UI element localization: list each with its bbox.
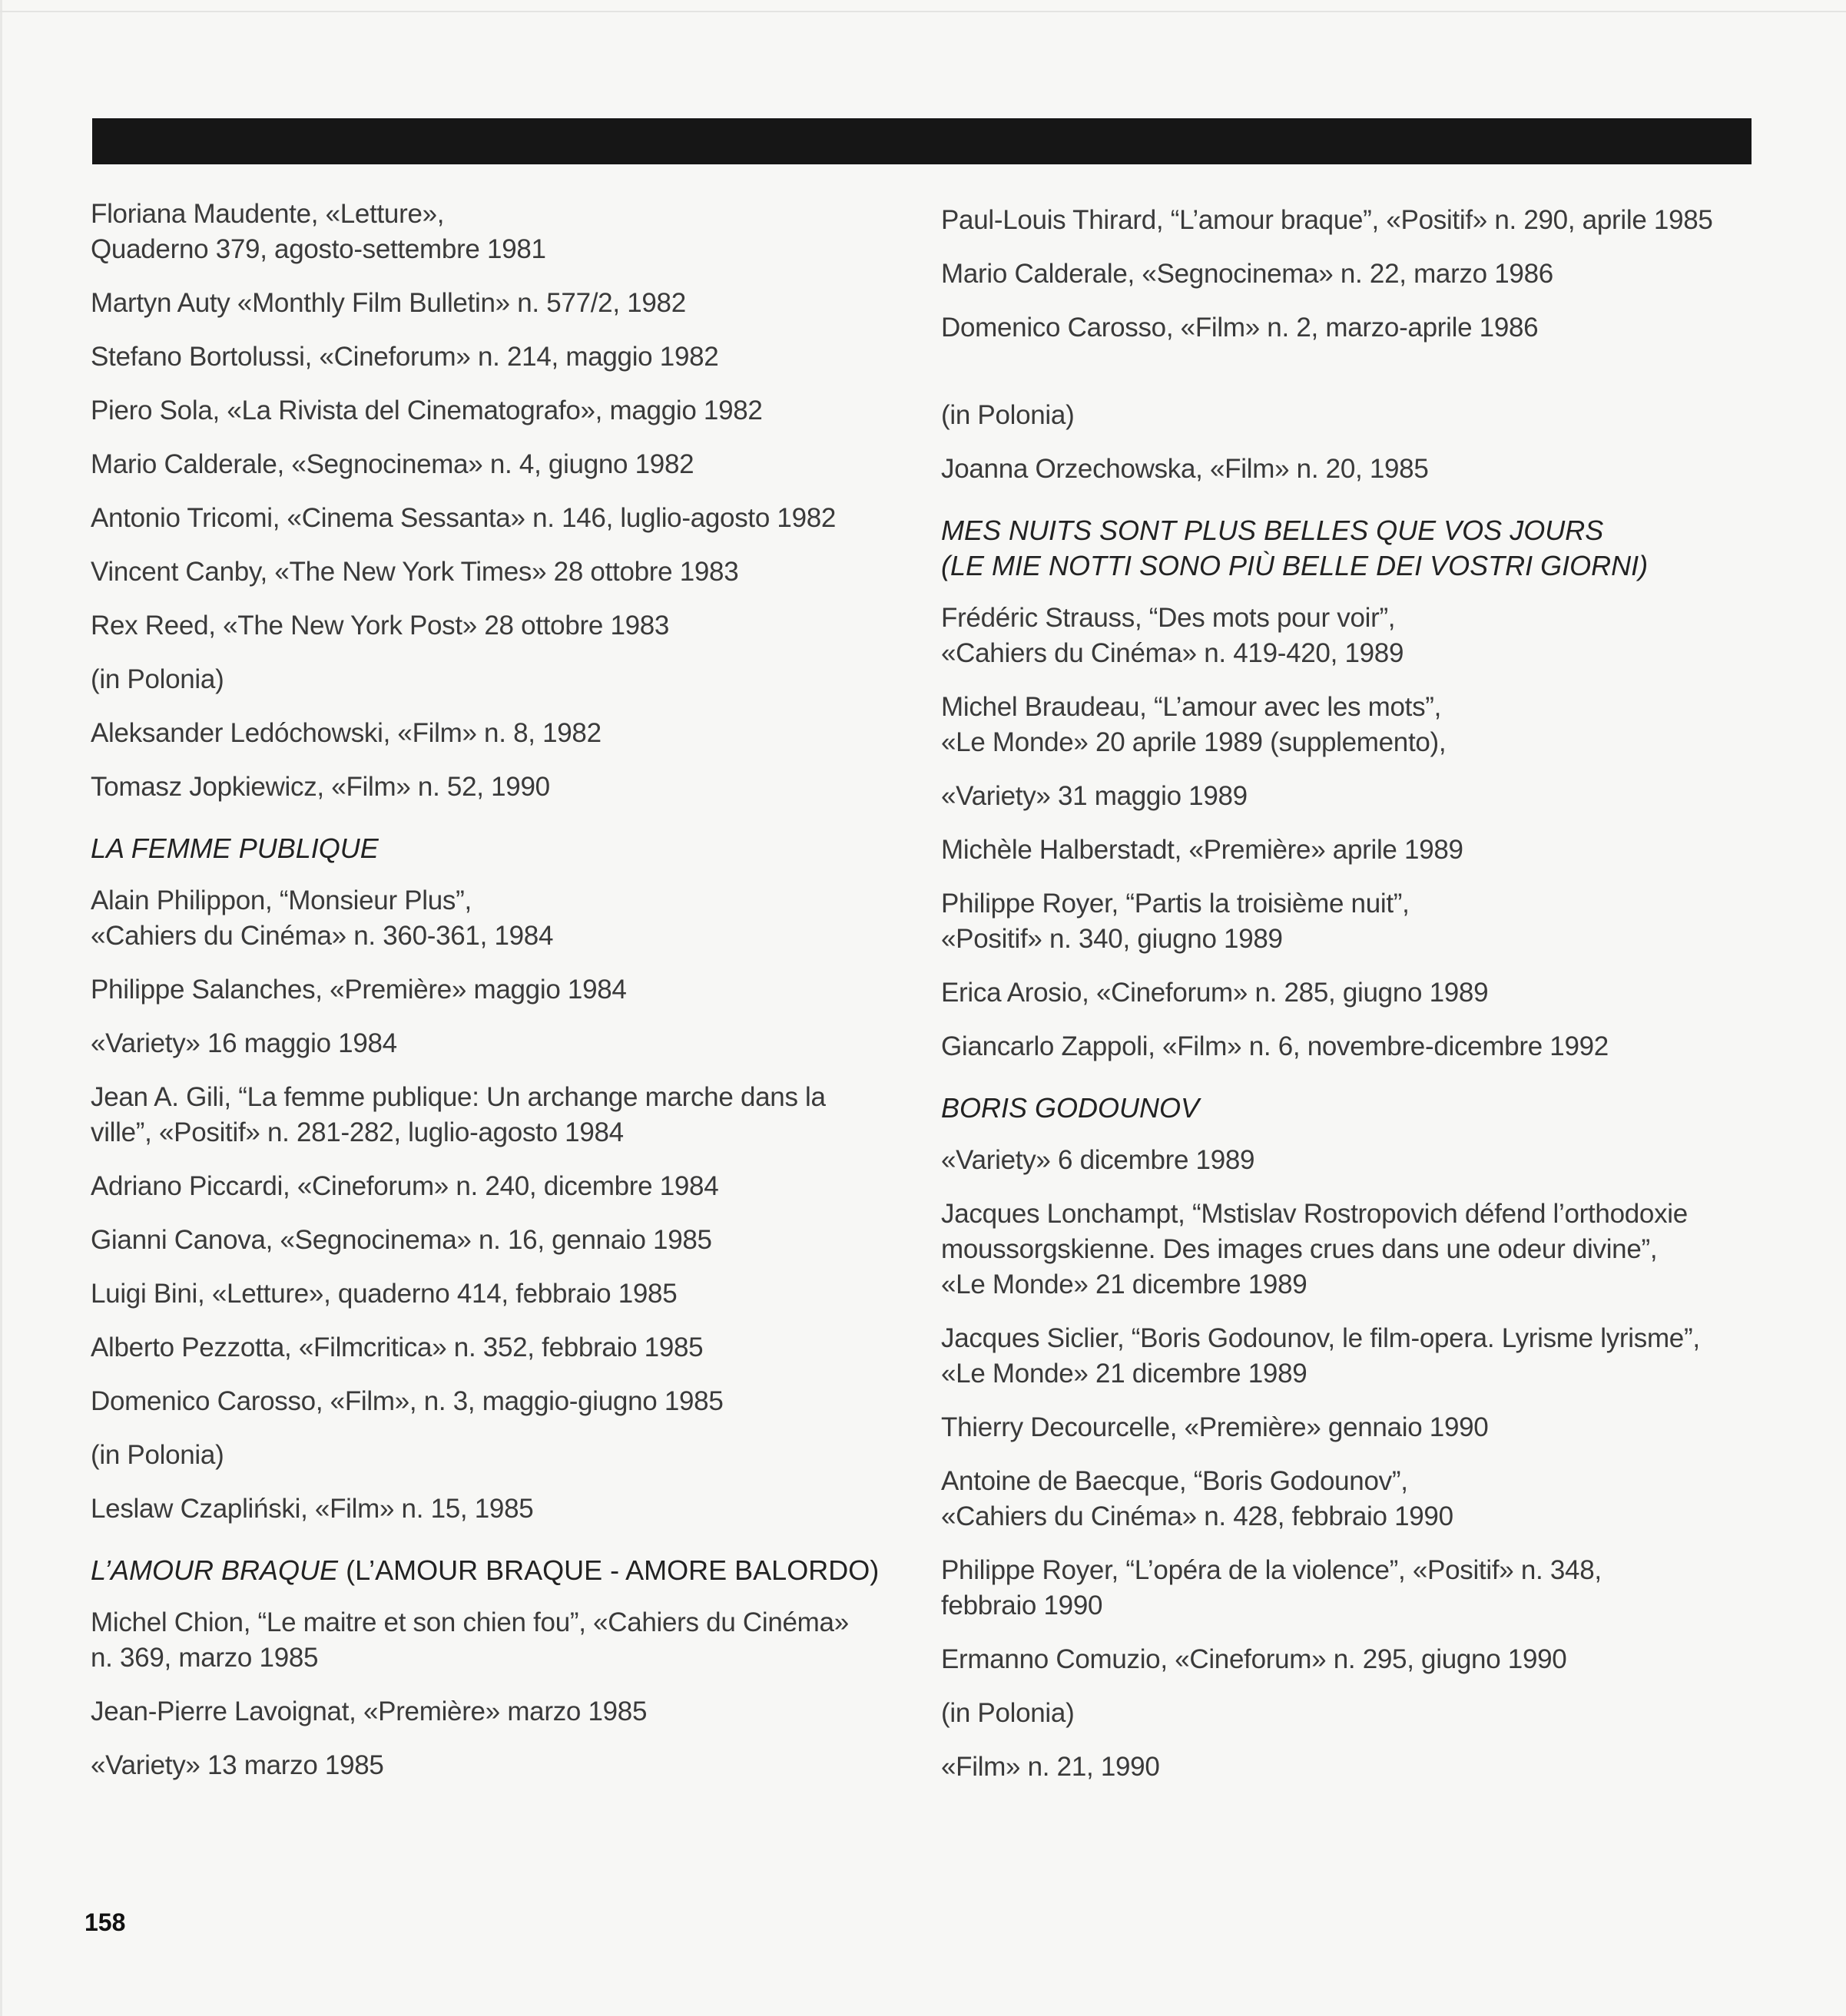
- bibliography-entry: [941, 1696, 1771, 1731]
- heading-line: (LE MIE NOTTI SONO PIÙ BELLE DEI VOSTRI GIORNI): [941, 550, 1649, 581]
- bibliography-entry: [941, 1642, 1771, 1677]
- entry-line: «Le Monde» 21 dicembre 1989: [941, 1359, 1307, 1389]
- bibliography-entry: [91, 1384, 920, 1419]
- entry-line: Jean-Pierre Lavoignat, «Première» marzo 1985: [91, 1697, 648, 1726]
- bibliography-entry: [941, 1029, 1771, 1064]
- bibliography-entry: [941, 1750, 1771, 1785]
- entry-line: «Variety» 13 marzo 1985: [91, 1750, 384, 1780]
- page-number: 158: [85, 1908, 126, 1936]
- entry-line: (in Polonia): [91, 1440, 224, 1470]
- bibliography-entry: [941, 833, 1771, 868]
- bibliography-entry: [91, 662, 920, 697]
- bibliography-entry: [91, 770, 920, 805]
- entry-line: Michel Chion, “Le maitre et son chien fou”, «Cahiers du Cinéma»: [91, 1607, 849, 1637]
- bibliography-entry: [91, 1080, 920, 1150]
- bibliography-entry: [941, 1464, 1771, 1534]
- bibliography-entry: [91, 1491, 920, 1527]
- bibliography-entry: [941, 779, 1771, 814]
- entry-line: «Le Monde» 21 dicembre 1989: [941, 1270, 1307, 1299]
- section-heading: [91, 831, 920, 866]
- bibliography-entry: [91, 716, 920, 751]
- bibliography-entry: [941, 886, 1771, 957]
- bibliography-entry: [941, 398, 1771, 433]
- bibliography-entry: [91, 554, 920, 590]
- entry-line: Adriano Piccardi, «Cineforum» n. 240, dicembre 1984: [91, 1171, 719, 1201]
- entry-line: Thierry Decourcelle, «Première» gennaio 1990: [941, 1412, 1489, 1442]
- entry-line: (in Polonia): [91, 664, 224, 694]
- bibliography-entry: [941, 203, 1771, 238]
- bibliography-entry: [941, 975, 1771, 1011]
- entry-line: Alain Philippon, “Monsieur Plus”,: [91, 886, 472, 915]
- heading-line: MES NUITS SONT PLUS BELLES QUE VOS JOURS: [941, 515, 1604, 546]
- bibliography-entry: [91, 1026, 920, 1061]
- entry-line: Aleksander Ledóchowski, «Film» n. 8, 1982: [91, 718, 602, 748]
- entry-line: Floriana Maudente, «Letture»,: [91, 199, 445, 229]
- entry-line: n. 369, marzo 1985: [91, 1643, 319, 1673]
- entry-line: Jacques Lonchampt, “Mstislav Rostropovich défend l’orthodoxie: [941, 1199, 1688, 1229]
- entry-line: «Cahiers du Cinéma» n. 419-420, 1989: [941, 638, 1404, 668]
- entry-line: Leslaw Czapliński, «Film» n. 15, 1985: [91, 1494, 534, 1524]
- entry-line: Giancarlo Zappoli, «Film» n. 6, novembre-dicembre 1992: [941, 1031, 1609, 1061]
- entry-line: Jean A. Gili, “La femme publique: Un archange marche dans la: [91, 1082, 826, 1112]
- heading-title: BORIS GODOUNOV: [941, 1092, 1200, 1124]
- entry-line: «Cahiers du Cinéma» n. 428, febbraio 1990: [941, 1501, 1453, 1531]
- bibliography-entry: [91, 883, 920, 954]
- entry-line: «Variety» 31 maggio 1989: [941, 781, 1248, 811]
- top-rule: [0, 11, 1846, 12]
- entry-line: «Film» n. 21, 1990: [941, 1752, 1160, 1782]
- entry-line: (in Polonia): [941, 400, 1075, 430]
- bibliography-entry: [91, 1169, 920, 1204]
- entry-line: Erica Arosio, «Cineforum» n. 285, giugno 1989: [941, 978, 1489, 1008]
- bibliography-entry: [91, 1748, 920, 1783]
- heading-subtitle: (L’AMOUR BRAQUE - AMORE BALORDO): [338, 1554, 880, 1586]
- entry-line: Philippe Royer, “L’opéra de la violence”, «Positif» n. 348,: [941, 1555, 1602, 1585]
- bibliography-entry: [941, 452, 1771, 487]
- entry-line: Paul-Louis Thirard, “L’amour braque”, «Positif» n. 290, aprile 1985: [941, 205, 1713, 235]
- header-bar: [92, 118, 1752, 164]
- page-edge: [0, 0, 2, 2016]
- section-heading: [941, 1091, 1771, 1126]
- section-heading: [941, 513, 1771, 584]
- bibliography-entry: [941, 690, 1771, 760]
- entry-line: febbraio 1990: [941, 1591, 1103, 1620]
- entry-line: Jacques Siclier, “Boris Godounov, le film-opera. Lyrisme lyrisme”,: [941, 1323, 1700, 1353]
- bibliography-entry: [941, 1410, 1771, 1445]
- bibliography-entry: [91, 1438, 920, 1473]
- bibliography-entry: [91, 1223, 920, 1258]
- bibliography-entry: [941, 1143, 1771, 1178]
- entry-line: «Variety» 16 maggio 1984: [91, 1028, 397, 1058]
- entry-line: «Positif» n. 340, giugno 1989: [941, 924, 1283, 954]
- bibliography-entry: [91, 1694, 920, 1730]
- bibliography-entry: [91, 608, 920, 644]
- left-column: [91, 197, 920, 1802]
- entry-line: Alberto Pezzotta, «Filmcritica» n. 352, febbraio 1985: [91, 1332, 704, 1362]
- right-column: [941, 203, 1771, 1803]
- heading-title: L’AMOUR BRAQUE: [91, 1554, 339, 1586]
- bibliography-entry: [91, 1276, 920, 1312]
- entry-line: Philippe Salanches, «Première» maggio 1984: [91, 975, 627, 1005]
- bibliography-entry: [91, 286, 920, 321]
- entry-line: Joanna Orzechowska, «Film» n. 20, 1985: [941, 454, 1429, 484]
- entry-line: (in Polonia): [941, 1698, 1075, 1728]
- entry-line: Antonio Tricomi, «Cinema Sessanta» n. 146, luglio-agosto 1982: [91, 503, 837, 533]
- entry-line: Mario Calderale, «Segnocinema» n. 22, marzo 1986: [941, 259, 1553, 289]
- entry-line: Piero Sola, «La Rivista del Cinematografo», maggio 1982: [91, 396, 763, 425]
- bibliography-entry: [91, 339, 920, 375]
- bibliography-entry: [91, 501, 920, 536]
- bibliography-entry: [91, 447, 920, 482]
- section-heading: [91, 1553, 920, 1588]
- entry-line: Gianni Canova, «Segnocinema» n. 16, gennaio 1985: [91, 1225, 712, 1255]
- entry-line: Tomasz Jopkiewicz, «Film» n. 52, 1990: [91, 772, 550, 802]
- bibliography-entry: [941, 257, 1771, 292]
- bibliography-entry: [91, 1605, 920, 1676]
- bibliography-entry: [91, 393, 920, 429]
- entry-line: Luigi Bini, «Letture», quaderno 414, febbraio 1985: [91, 1279, 678, 1309]
- entry-line: Quaderno 379, agosto-settembre 1981: [91, 234, 546, 264]
- entry-line: ville”, «Positif» n. 281-282, luglio-agosto 1984: [91, 1117, 624, 1147]
- entry-line: Rex Reed, «The New York Post» 28 ottobre 1983: [91, 611, 670, 641]
- entry-line: Domenico Carosso, «Film» n. 2, marzo-aprile 1986: [941, 313, 1539, 343]
- entry-line: Philippe Royer, “Partis la troisième nuit”,: [941, 889, 1410, 919]
- entry-line: Michel Braudeau, “L’amour avec les mots”,: [941, 692, 1442, 722]
- entry-line: Vincent Canby, «The New York Times» 28 ottobre 1983: [91, 557, 739, 587]
- entry-line: Mario Calderale, «Segnocinema» n. 4, giugno 1982: [91, 449, 694, 479]
- bibliography-entry: [941, 1553, 1771, 1624]
- bibliography-entry: [91, 972, 920, 1008]
- entry-line: Ermanno Comuzio, «Cineforum» n. 295, giugno 1990: [941, 1644, 1567, 1674]
- bibliography-entry: [91, 197, 920, 267]
- entry-line: «Variety» 6 dicembre 1989: [941, 1145, 1255, 1175]
- heading-title: LA FEMME PUBLIQUE: [91, 833, 379, 864]
- spacer: [941, 364, 1771, 398]
- entry-line: Frédéric Strauss, “Des mots pour voir”,: [941, 603, 1396, 633]
- entry-line: Martyn Auty «Monthly Film Bulletin» n. 577/2, 1982: [91, 288, 686, 318]
- bibliography-entry: [941, 1197, 1771, 1303]
- bibliography-entry: [91, 1330, 920, 1366]
- entry-line: «Cahiers du Cinéma» n. 360-361, 1984: [91, 921, 554, 951]
- bibliography-entry: [941, 601, 1771, 671]
- bibliography-entry: [941, 1321, 1771, 1392]
- entry-line: Stefano Bortolussi, «Cineforum» n. 214, maggio 1982: [91, 342, 719, 372]
- entry-line: Antoine de Baecque, “Boris Godounov”,: [941, 1466, 1408, 1496]
- bibliography-entry: [941, 310, 1771, 346]
- entry-line: «Le Monde» 20 aprile 1989 (supplemento),: [941, 727, 1447, 757]
- entry-line: Michèle Halberstadt, «Première» aprile 1989: [941, 835, 1463, 865]
- entry-line: Domenico Carosso, «Film», n. 3, maggio-giugno 1985: [91, 1386, 724, 1416]
- entry-line: moussorgskienne. Des images crues dans une odeur divine”,: [941, 1234, 1658, 1264]
